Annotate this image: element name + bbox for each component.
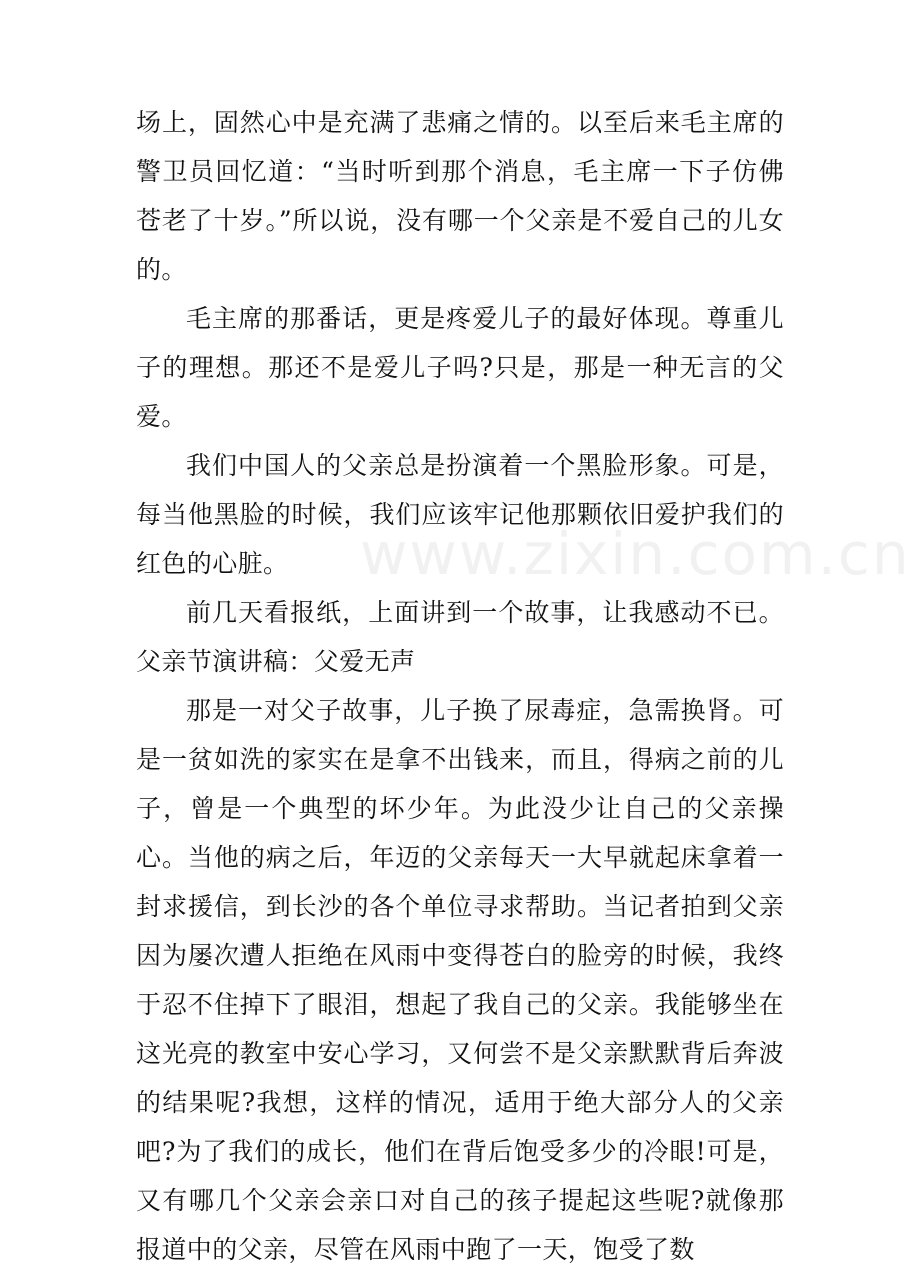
document-body (136, 98, 784, 1274)
watermark: www.zixin.com.cn (360, 520, 911, 588)
paragraph-2: 毛主席的那番话，更是疼爱儿子的最好体现。尊重儿子的理想。那还不是爱儿子吗?只是，那是一种无言的父爱。 (136, 304, 784, 431)
paragraph-4: 前几天看报纸，上面讲到一个故事，让我感动不已。父亲节演讲稿：父爱无声 (136, 598, 784, 676)
paragraph-3: 我们中国人的父亲总是扮演着一个黑脸形象。可是，每当他黑脸的时候，我们应该牢记他那颗依旧爱护我们的红色的心脏。 (136, 451, 784, 578)
paragraph-1: 场上，固然心中是充满了悲痛之情的。以至后来毛主席的警卫员回忆道：“当时听到那个消息，毛主席一下子仿佛苍老了十岁。”所以说，没有哪一个父亲是不爱自己的儿女的。 (136, 108, 784, 284)
paragraph-5: 那是一对父子故事，儿子换了尿毒症，急需换肾。可是一贫如洗的家实在是拿不出钱来，而且，得病之前的儿子，曾是一个典型的坏少年。为此没少让自己的父亲操心。当他的病之后，年迈的父亲每天一大早就起床拿着一封求援信，到长沙的各个单位寻求帮助。当记者拍到父亲因为屡次遭人拒绝在风雨中变得苍白的脸旁的时候，我终于忍不住掉下了眼泪，想起了我自己的父亲。我能够坐在这光亮的教室中安心学习，又何尝不是父亲默默背后奔波的结果呢?我想，这样的情况，适用于绝大部分人的父亲吧?为了我们的成长，他们在背后饱受多少的冷眼!可是，又有哪几个父亲会亲口对自己的孩子提起这些呢?就像那报道中的父亲，尽管在风雨中跑了一天，饱受了数 (136, 696, 784, 1264)
